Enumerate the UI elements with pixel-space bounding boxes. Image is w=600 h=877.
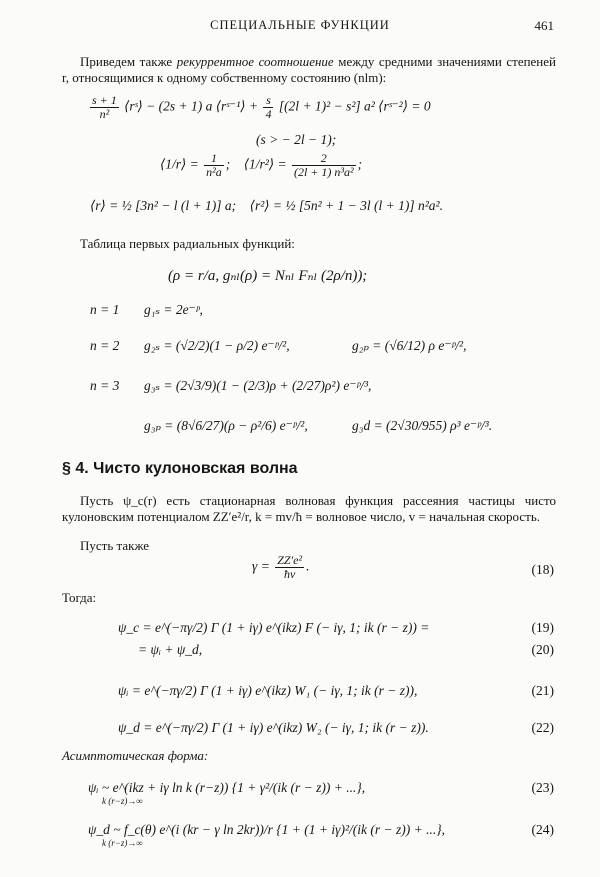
radial-definition: (ρ = r/a, gₙₗ(ρ) = Nₙₗ Fₙₗ (2ρ/n)); <box>168 268 368 284</box>
table-intro <box>62 236 556 252</box>
recurrence-lhs-den: n² <box>99 107 110 121</box>
intro-paragraph <box>62 54 556 86</box>
mean-inv-r-num: 1 <box>204 152 224 166</box>
eq19: ψ_c = e^(−πγ/2) Γ (1 + iγ) e^(ikz) F (− iγ, 1; ik (r − z)) = <box>118 620 430 635</box>
eq18-den: ħv <box>283 567 296 581</box>
coulomb-paragraph <box>62 493 556 525</box>
g2p-equation: g₂ₚ = (√6/12) ρ e⁻ᵖ/², <box>352 338 467 353</box>
page-header <box>0 18 600 38</box>
eq19-number: (19) <box>531 620 554 635</box>
then-text: Тогда: <box>62 590 97 605</box>
mean-r: ⟨r⟩ = ½ [3n² − l (l + 1)] a; <box>90 198 237 213</box>
eq18-tail: . <box>306 558 310 574</box>
eq24-text: ψ_d ~ f_c(θ) e^(i (kr − γ ln 2kr))/r {1 + (1 + iγ)²/(ik (r − z)) + ...}, <box>88 822 445 837</box>
mean-r2: ⟨r²⟩ = ½ [5n² + 1 − 3l (l + 1)] n²a². <box>249 198 443 213</box>
g3p-equation: g₃ₚ = (8√6/27)(ρ − ρ²/6) e⁻ᵖ/², <box>144 418 308 433</box>
page-number: 461 <box>534 18 554 33</box>
recurrence-lhs-fraction <box>90 94 119 121</box>
mean-inv-r2-num: 2 <box>292 152 356 166</box>
eq20: = ψᵢ + ψ_d, <box>138 642 203 657</box>
let-also-paragraph <box>62 538 556 554</box>
recurrence-term1: ⟨rˢ⟩ − (2s + 1) a ⟨rˢ⁻¹⟩ + <box>124 98 259 114</box>
eq24 <box>88 822 445 848</box>
recurrence-lhs-num: s + 1 <box>92 93 117 107</box>
eq18-lhs: γ = <box>252 558 270 574</box>
eq18-fraction <box>275 554 304 581</box>
mean-inv-r2-fraction <box>292 152 356 179</box>
section-title: § 4. Чисто кулоновская волна <box>62 460 298 477</box>
running-title: СПЕЦИАЛЬНЫЕ ФУНКЦИИ <box>210 18 390 32</box>
mean-r-equation <box>90 198 443 214</box>
intro-emphasis: рекуррентное соотношение <box>176 54 334 69</box>
recurrence-coef-fraction <box>263 94 273 121</box>
eq23-text: ψᵢ ~ e^(ikz + iγ ln k (r−z)) {1 + γ²/(ik (r − z)) + ...}, <box>88 780 366 795</box>
mean-inv-r-den: n²a <box>206 165 222 179</box>
eq20-number: (20) <box>531 642 554 657</box>
g1s-equation: g₁ₛ = 2e⁻ᵖ, <box>144 302 203 317</box>
g3s-equation: g₃ₛ = (2√3/9)(1 − (2/3)ρ + (2/27)ρ²) e⁻ᵖ/³, <box>144 378 372 393</box>
n2-label: n = 2 <box>90 338 120 353</box>
n3-label: n = 3 <box>90 378 120 393</box>
eq22: ψ_d = e^(−πγ/2) Γ (1 + iγ) e^(ikz) W₂ (− iγ, 1; ik (r − z)). <box>118 720 429 735</box>
mean-inv-r-fraction <box>204 152 224 179</box>
eq22-number: (22) <box>531 720 554 735</box>
mean-inv-r2-den: (2l + 1) n³a² <box>293 165 354 179</box>
eq18-number: (18) <box>531 562 554 577</box>
let-also-text: Пусть также <box>80 538 150 553</box>
g3d-equation: g₃d = (2√30/955) ρ³ e⁻ᵖ/³. <box>352 418 493 433</box>
eq24-subscript: k (r−z)→∞ <box>102 838 143 848</box>
eq18-num: ZZ′e² <box>277 553 303 567</box>
mean-inv-r: ⟨1/r⟩ = <box>160 156 199 172</box>
recurrence-term2: [(2l + 1)² − s²] a² ⟨rˢ⁻²⟩ = 0 <box>278 98 431 114</box>
table-intro-text: Таблица первых радиальных функций: <box>80 236 295 251</box>
intro-text-before: Приведем также <box>80 54 177 69</box>
eq23 <box>88 780 366 806</box>
recurrence-equation <box>88 94 431 121</box>
mean-inv-r2: ⟨1/r²⟩ = <box>243 156 287 172</box>
eq23-subscript: k (r−z)→∞ <box>102 796 143 806</box>
eq23-number: (23) <box>531 780 554 795</box>
then-label <box>62 590 556 606</box>
g2s-equation: g₂ₛ = (√2/2)(1 − ρ/2) e⁻ᵖ/², <box>144 338 290 353</box>
eq21-number: (21) <box>531 683 554 698</box>
asymptotic-label: Асимптотическая форма: <box>62 748 209 763</box>
recurrence-coef-num: s <box>263 94 273 108</box>
eq18 <box>252 554 309 581</box>
recurrence-condition: (s > − 2l − 1); <box>256 132 337 147</box>
means-inverse: ⟨1/r⟩ = $\frac{1}{\text{n²a}}$ ; ⟨1/r²⟩ = $\frac{2}{\text{(2l + 1) n³a²}}$ ; <box>160 151 363 179</box>
intro-text-after: между средними значениями степеней r, относящимися к одному собственному состоянию (nlm): <box>62 54 556 85</box>
eq24-number: (24) <box>531 822 554 837</box>
eq21: ψᵢ = e^(−πγ/2) Γ (1 + iγ) e^(ikz) W₁ (− iγ, 1; ik (r − z)), <box>118 683 418 698</box>
recurrence-coef-den: 4 <box>265 107 272 121</box>
coulomb-paragraph-text: Пусть ψ_c(r) есть стационарная волновая функция рассеяния частицы чисто кулоновским потенциалом ZZ′e²/r, k = mv/ħ = волновое число, v = начальная скорость. <box>62 493 556 524</box>
n1-label: n = 1 <box>90 302 120 317</box>
